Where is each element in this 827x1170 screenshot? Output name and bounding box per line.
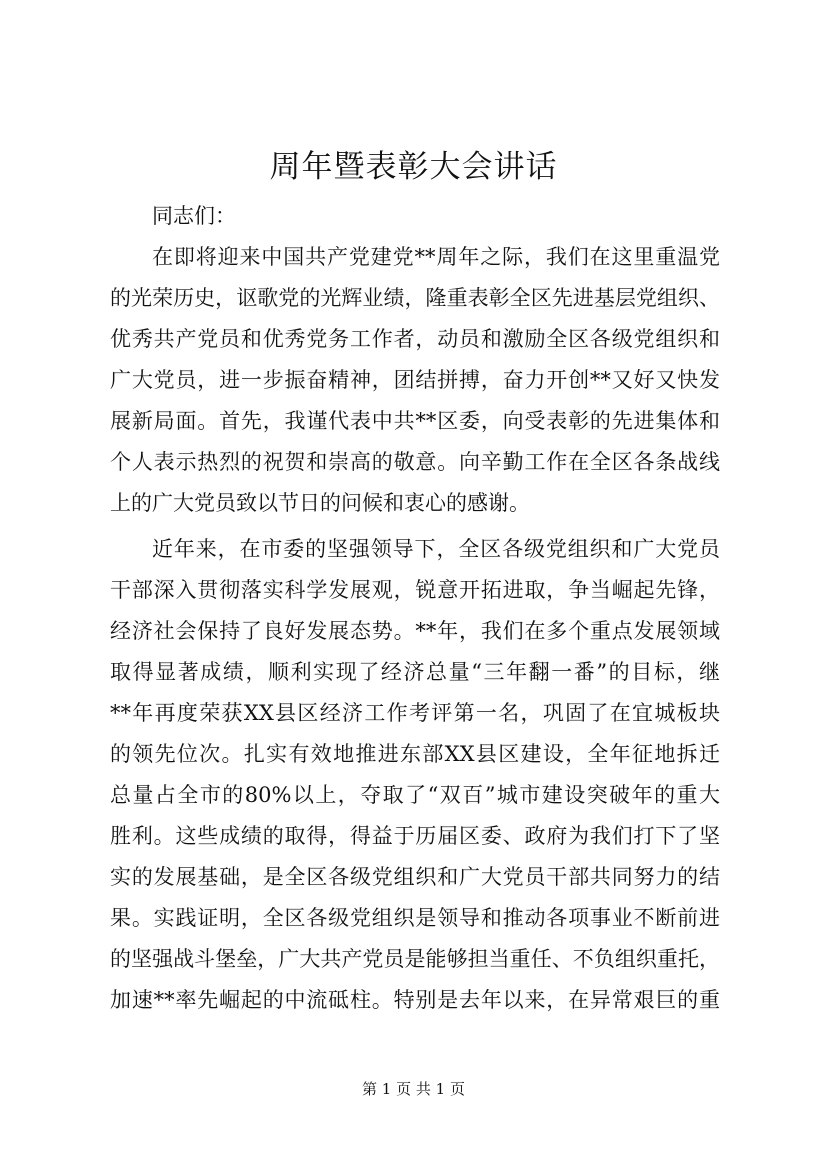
paragraph-line: 果。实践证明，全区各级党组织是领导和推动各项事业不断前进 [110, 906, 720, 930]
paragraph-line: 的坚强战斗堡垒，广大共产党员是能够担当重任、不负组织重托， [110, 947, 720, 971]
paragraph-line: 取得显著成绩，顺利实现了经济总量“三年翻一番”的目标，继 [110, 660, 720, 684]
paragraph-line: 展新局面。首先，我谨代表中共**区委，向受表彰的先进集体和 [110, 409, 720, 433]
paragraph-line: 加速**率先崛起的中流砥柱。特别是去年以来，在异常艰巨的重 [110, 988, 720, 1012]
paragraph-line: 胜利。这些成绩的取得，得益于历届区委、政府为我们打下了坚 [110, 824, 720, 848]
paragraph-line: **年再度荣获XX县区经济工作考评第一名，巩固了在宜城板块 [110, 701, 720, 725]
paragraph-line: 优秀共产党员和优秀党务工作者，动员和激励全区各级党组织和 [110, 327, 720, 351]
paragraph-line: 近年来，在市委的坚强领导下，全区各级党组织和广大党员 [152, 537, 720, 561]
salutation: 同志们： [152, 204, 236, 228]
paragraph-line: 在即将迎来中国共产党建党**周年之际，我们在这里重温党 [152, 245, 720, 269]
paragraph-line: 经济社会保持了良好发展态势。**年，我们在多个重点发展领域 [110, 619, 720, 643]
paragraph-line: 实的发展基础，是全区各级党组织和广大党员干部共同努力的结 [110, 865, 720, 889]
page-number-footer: 第 1 页 共 1 页 [362, 1080, 465, 1098]
paragraph-line: 的领先位次。扎实有效地推进东部XX县区建设，全年征地拆迁 [110, 742, 720, 766]
document-title: 周年暨表彰大会讲话 [269, 149, 558, 185]
paragraph-line: 干部深入贯彻落实科学发展观，锐意开拓进取，争当崛起先锋， [110, 578, 720, 602]
paragraph-line: 总量占全市的80%以上，夺取了“双百”城市建设突破年的重大 [110, 783, 720, 807]
paragraph-line: 个人表示热烈的祝贺和崇高的敬意。向辛勤工作在全区各条战线 [110, 450, 720, 474]
paragraph-line: 的光荣历史，讴歌党的光辉业绩，隆重表彰全区先进基层党组织、 [110, 286, 720, 310]
paragraph-line: 广大党员，进一步振奋精神，团结拼搏，奋力开创**又好又快发 [110, 368, 720, 392]
paragraph-line: 上的广大党员致以节日的问候和衷心的感谢。 [110, 491, 530, 515]
